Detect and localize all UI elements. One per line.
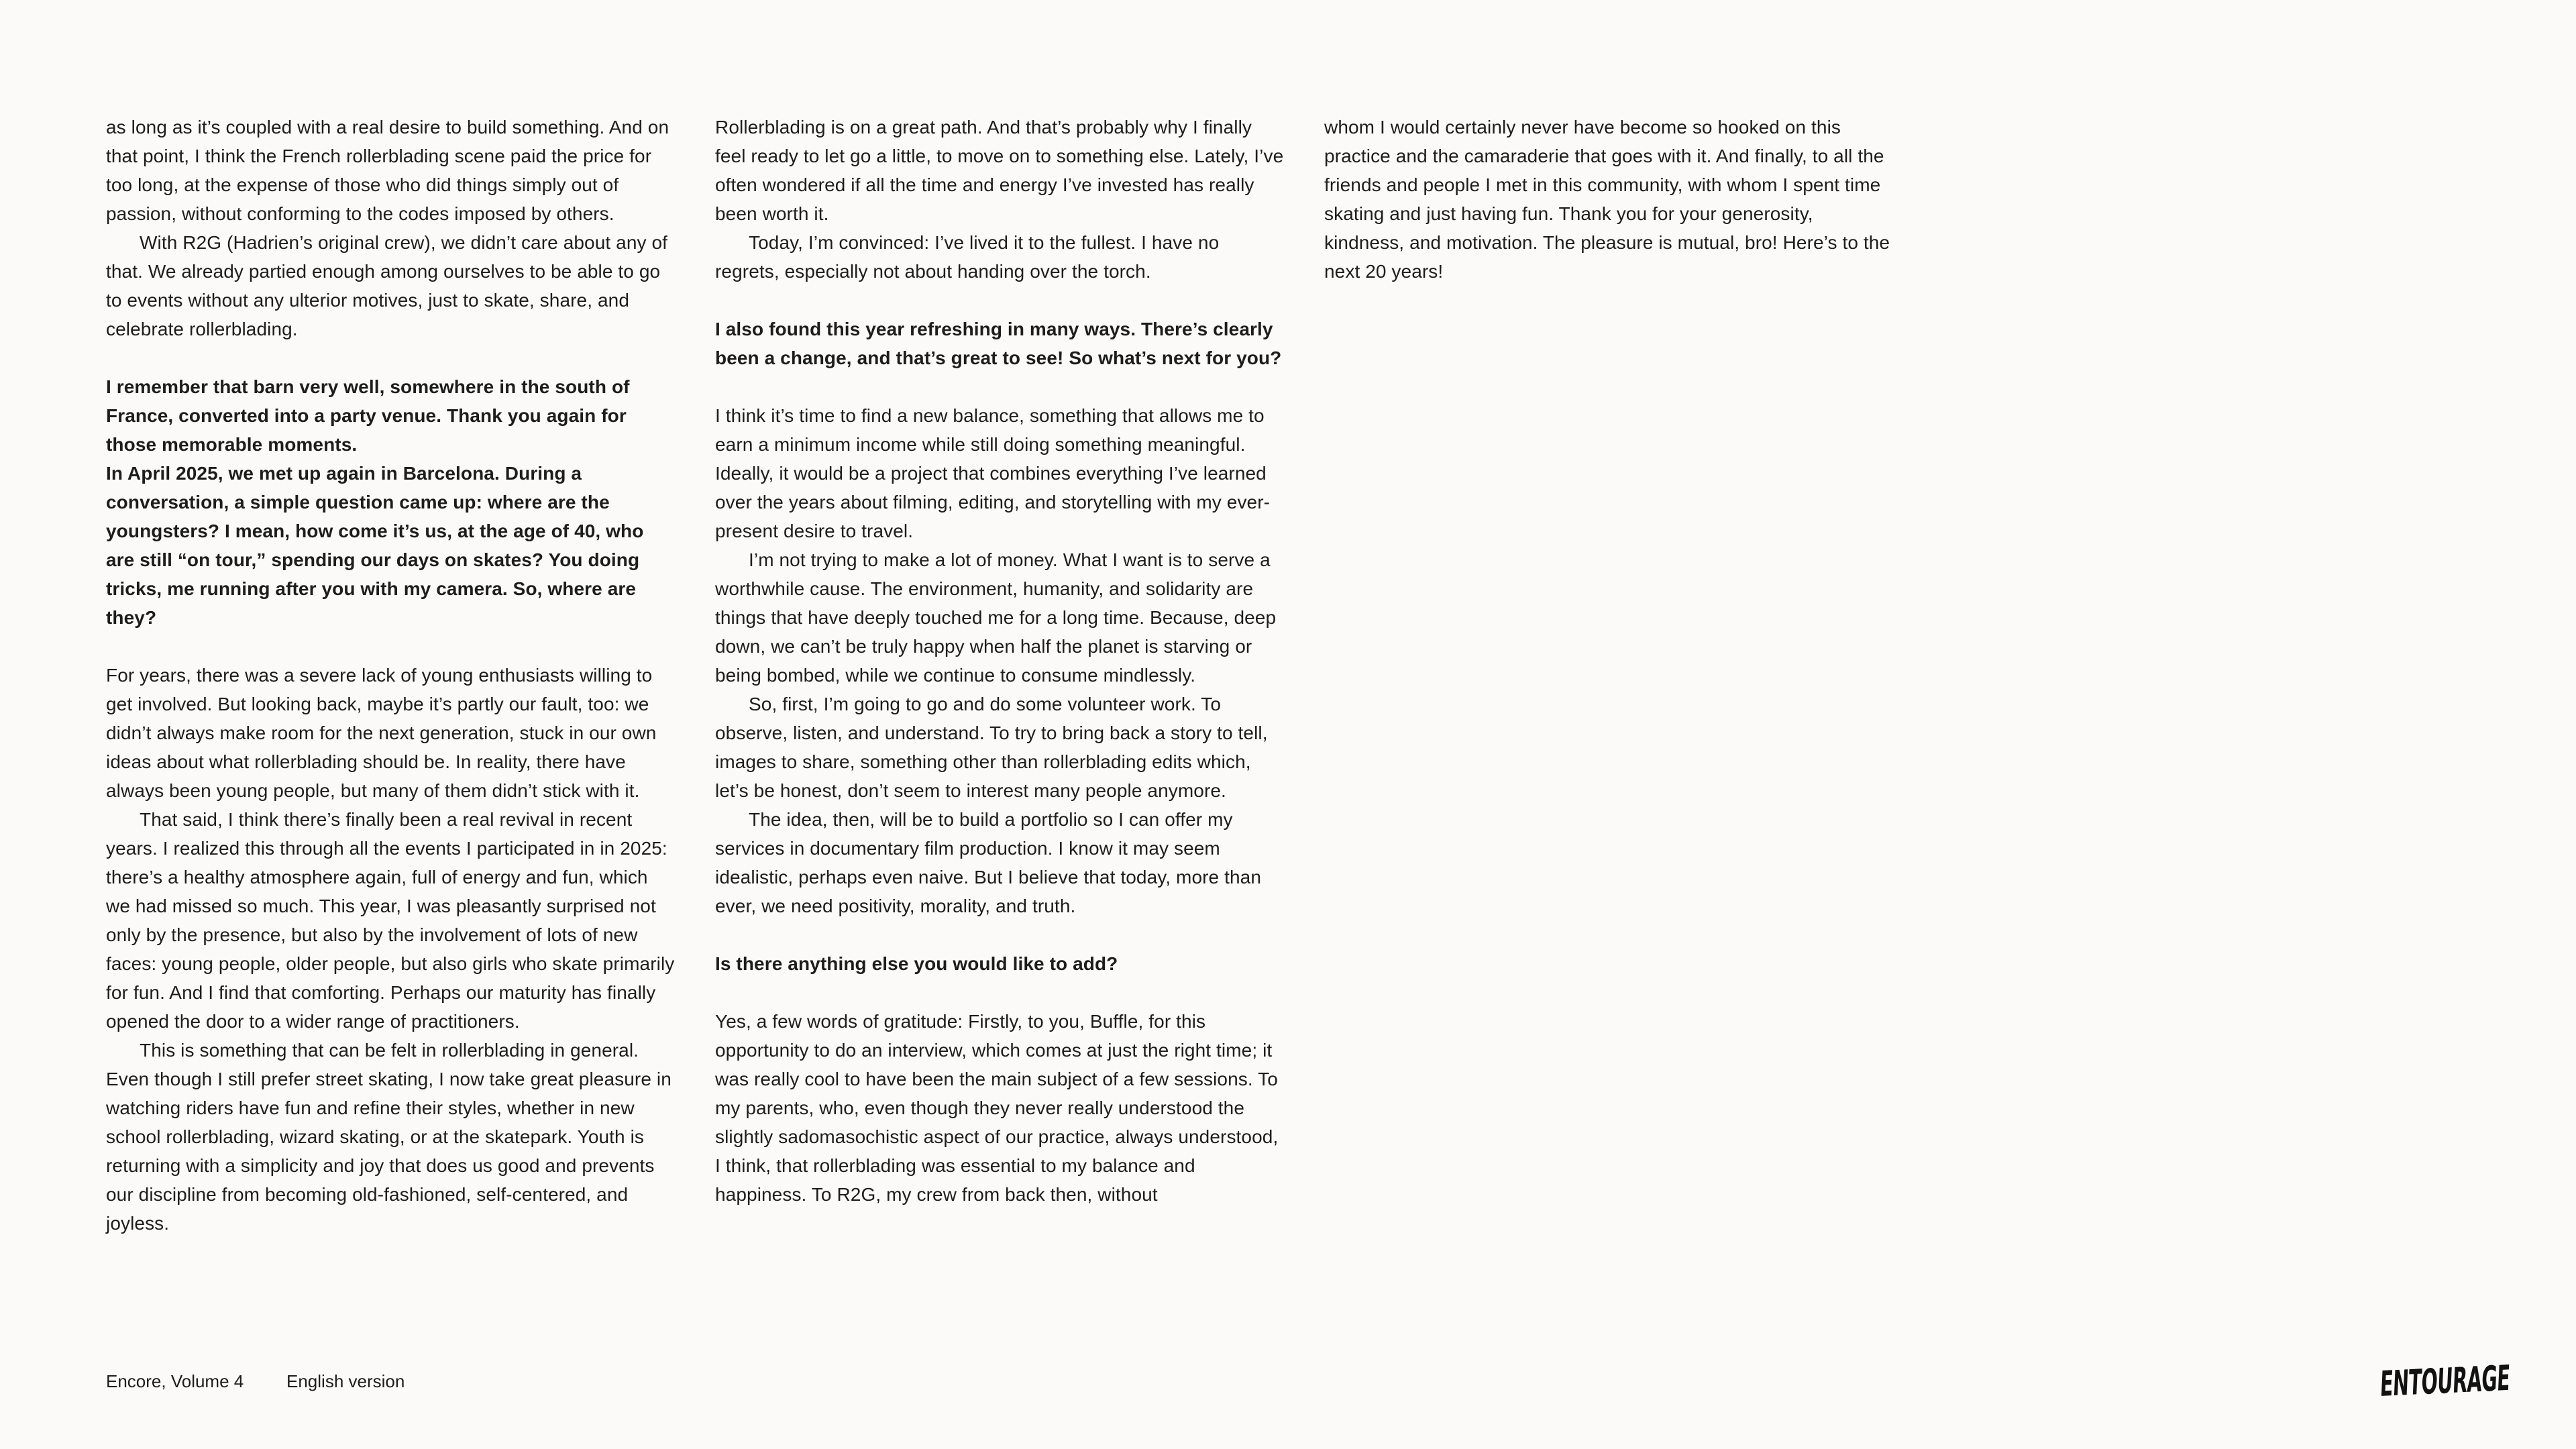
text-column-2 bbox=[715, 113, 1285, 1209]
question-paragraph: I remember that barn very well, somewhere in the south of France, converted into a party venue. Thank you again for those memorable moments. bbox=[106, 376, 630, 455]
body-paragraph: The idea, then, will be to build a portfolio so I can offer my services in documentary film production. I know it may seem idealistic, perhaps even naive. But I believe that today, more than ever, we need positivity, morality, and truth. bbox=[715, 809, 1261, 916]
footer-edition-label: Encore, Volume 4 bbox=[106, 1371, 244, 1391]
body-paragraph: This is something that can be felt in rollerblading in general. Even though I still prefer street skating, I now take great pleasure in watching riders have fun and refine their styles, whether in new school rollerblading, wizard skating, or at the skatepark. Youth is returning with a simplicity and joy that does us good and prevents our discipline from becoming old-fashioned, self-centered, and joyless. bbox=[106, 1040, 672, 1234]
body-paragraph: Rollerblading is on a great path. And that’s probably why I finally feel ready to let go a little, to move on to something else. Lately, I’ve often wondered if all the time and energy I’ve invested has really been worth it. bbox=[715, 117, 1284, 224]
body-paragraph: Yes, a few words of gratitude: Firstly, to you, Buffle, for this opportunity to do an interview, which comes at just the right time; it was really cool to have been the main subject of a few sessions. To my parents, who, even though they never really understood the slightly sadomasochistic aspect of our practice, always understood, I think, that rollerblading was essential to my balance and happiness. To R2G, my crew from back then, without bbox=[715, 1011, 1279, 1205]
question-paragraph: I also found this year refreshing in many ways. There’s clearly been a change, and that’s great to see! So what’s next for you? bbox=[715, 319, 1282, 368]
body-paragraph: So, first, I’m going to go and do some volunteer work. To observe, listen, and understand. To try to bring back a story to tell, images to share, something other than rollerblading edits which, let’s be honest, don’t seem to interest many people anymore. bbox=[715, 694, 1268, 801]
body-paragraph: as long as it’s coupled with a real desire to build something. And on that point, I think the French rollerblading scene paid the price for too long, at the expense of those who did things simply out of passion, without conforming to the codes imposed by others. bbox=[106, 117, 669, 224]
body-paragraph: whom I would certainly never have become so hooked on this practice and the camaraderie that goes with it. And finally, to all the friends and people I met in this community, with whom I spent time skating and just having fun. Thank you for your generosity, kindness, and motivation. The pleasure is mutual, bro! Here’s to the next 20 years! bbox=[1324, 117, 1890, 282]
body-paragraph: I’m not trying to make a lot of money. What I want is to serve a worthwhile cause. The environment, humanity, and solidarity are things that have deeply touched me for a long time. Because, deep down, we can’t be truly happy when half the planet is starving or being bombed, while we continue to consume mindlessly. bbox=[715, 549, 1277, 686]
text-column-1 bbox=[106, 113, 676, 1238]
body-paragraph: That said, I think there’s finally been a real revival in recent years. I realized this through all the events I participated in in 2025: there’s a healthy atmosphere again, full of energy and fun, which we had missed so much. This year, I was pleasantly surprised not only by the presence, but also by the involvement of lots of new faces: young people, older people, but also girls who skate primarily for fun. And I find that comforting. Perhaps our maturity has finally opened the door to a wider range of practitioners. bbox=[106, 809, 675, 1032]
body-paragraph: For years, there was a severe lack of young enthusiasts willing to get involved. But looking back, maybe it’s partly our fault, too: we didn’t always make room for the next generation, stuck in our own ideas about what rollerblading should be. In reality, there have always been young people, but many of them didn’t stick with it. bbox=[106, 665, 657, 801]
footer-version-label: English version bbox=[286, 1371, 405, 1391]
question-paragraph: Is there anything else you would like to add? bbox=[715, 953, 1118, 974]
body-paragraph: With R2G (Hadrien’s original crew), we didn’t care about any of that. We already partied enough among ourselves to be able to go to events without any ulterior motives, just to skate, share, and celebrate rollerblading. bbox=[106, 232, 668, 339]
question-paragraph: In April 2025, we met up again in Barcelona. During a conversation, a simple question came up: where are the youngsters? I mean, how come it’s us, at the age of 40, who are still “on tour,” spending our days on skates? You doing tricks, me running after you with my camera. So, where are they? bbox=[106, 463, 644, 628]
body-paragraph: Today, I’m convinced: I’ve lived it to the fullest. I have no regrets, especially not about handing over the torch. bbox=[715, 232, 1220, 282]
body-paragraph: I think it’s time to find a new balance, something that allows me to earn a minimum income while still doing something meaningful. Ideally, it would be a project that combines everything I’ve learned over the years about filming, editing, and storytelling with my ever-present desire to travel. bbox=[715, 405, 1271, 541]
entourage-logo: ENTOURAGE bbox=[2379, 1358, 2511, 1405]
text-column-3 bbox=[1324, 113, 1894, 286]
